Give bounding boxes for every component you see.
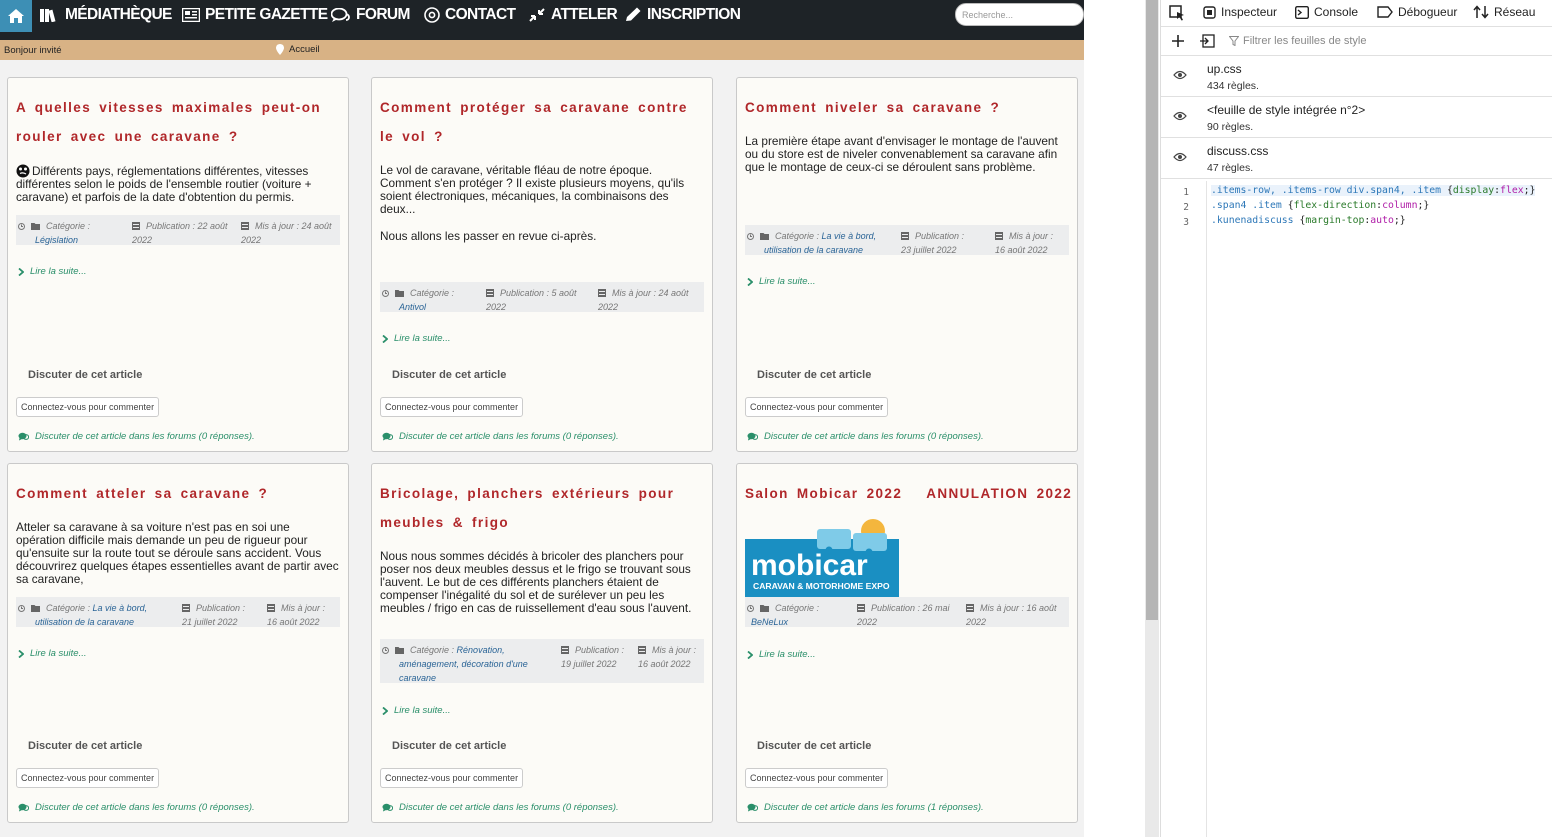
meta-label: Mis à jour : [652,645,697,655]
meta-value: 2022 [132,235,153,245]
eye-icon[interactable] [1173,70,1187,80]
stylesheet-item[interactable] [1161,56,1552,97]
line-number: 3 [1183,217,1189,228]
meta-value: 16 août 2022 [995,245,1048,255]
meta-updated [241,219,332,247]
folder-icon [31,223,40,230]
console-icon [1295,6,1309,19]
article-meta [380,282,704,312]
tab-label: Réseau [1494,5,1536,19]
map-pin-icon [276,44,284,55]
category-link[interactable]: utilisation de la caravane [764,245,864,255]
meta-published [901,229,964,257]
article-title[interactable]: Comment protéger sa caravane contre le vol ? [380,100,688,144]
folder-icon [760,605,769,612]
meta-value: 16 août 2022 [267,617,320,627]
meta-label: Catégorie : [410,288,455,298]
forum-link-label: Discuter de cet article dans les forums (0 réponses). [399,802,619,813]
forum-link-label: Discuter de cet article dans les forums (0 réponses). [399,431,619,442]
stylesheet-item[interactable] [1161,138,1552,179]
calendar-icon [638,646,646,654]
calendar-icon [598,289,606,297]
login-to-comment-button[interactable]: Connectez-vous pour commenter [380,397,523,417]
clock-icon [382,647,389,654]
read-more-link[interactable] [382,333,451,344]
calendar-icon [995,232,1003,240]
css-selector: .kunenadiscuss [1211,215,1300,226]
article-intro: Le vol de caravane, véritable fléau de notre époque. Comment s'en protéger ? Il existe plusieurs moyens, qu'ils soient électroniques, mécaniques, la combinaisons des deux... [380,163,685,216]
css-property: display [1452,185,1495,196]
tab-debogueur[interactable] [1377,5,1457,19]
meta-label: Publication : 26 mai [871,603,950,613]
meta-value: 2022 [486,302,507,312]
meta-published [857,601,950,629]
discuss-title: Discuter de cet article [757,369,872,381]
mobicar-logo-image[interactable] [745,517,899,597]
meta-category [747,229,876,257]
category-link[interactable]: La vie à bord, [821,231,877,241]
article-meta [745,225,1069,255]
breadcrumb[interactable] [276,44,320,55]
style-editor[interactable] [1161,181,1552,837]
calendar-icon [267,604,275,612]
forum-discuss-link[interactable] [382,431,619,442]
forum-link-label: Discuter de cet article dans les forums (0 réponses). [35,802,255,813]
css-value: column [1382,200,1418,211]
discuss-title: Discuter de cet article [392,369,507,381]
article-card [736,77,1078,452]
clock-icon [747,233,754,240]
css-brace: { [1287,200,1294,211]
meta-label: Publication : 22 août [146,221,228,231]
meta-label: Mis à jour : 24 août [255,221,332,231]
meta-category [18,219,90,247]
meta-label: Catégorie : [775,603,820,613]
meta-published [561,643,624,671]
tab-label: Débogueur [1398,5,1458,19]
line-number: 1 [1183,187,1189,198]
article-card [7,463,349,823]
chevron-right-icon [18,268,24,276]
css-value: flex [1500,185,1524,196]
greeting: Bonjour invité [4,45,62,56]
stylesheet-name: up.css [1207,62,1242,76]
forum-link-label: Discuter de cet article dans les forums (1 réponses). [764,802,984,813]
tab-console[interactable] [1295,5,1358,19]
login-to-comment-button[interactable]: Connectez-vous pour commenter [380,768,523,788]
meta-label: Mis à jour : [281,603,326,613]
discuss-title: Discuter de cet article [28,740,143,752]
article-card [371,77,713,452]
read-more-link[interactable] [382,705,451,716]
css-brace: { [1299,215,1306,226]
forum-link-label: Discuter de cet article dans les forums (0 réponses). [764,431,984,442]
article-intro [16,164,340,204]
stylesheet-rule-count: 47 règles. [1207,162,1254,174]
comments-icon [382,803,393,812]
forum-discuss-link[interactable] [747,431,984,442]
stylesheet-rule-count: 90 règles. [1207,121,1254,133]
chevron-right-icon [382,707,388,715]
tab-label: Inspecteur [1221,5,1278,19]
comments-icon [331,8,351,23]
code-line[interactable]: .kunenadiscuss {margin-top:auto;} [1211,215,1406,226]
clock-icon [747,605,754,612]
calendar-icon [486,289,494,297]
article-intro: La première étape avant d'envisager le montage de l'auvent ou du store est de niveler convenablement sa caravane afin que le montage de ceux-ci se déroulent sans problème. [745,134,1058,174]
calendar-icon [241,222,249,230]
tab-inspecteur[interactable] [1203,5,1277,19]
meta-value: 23 juillet 2022 [901,245,957,255]
css-selector: .items-row, .items-row div.span4, .item [1211,185,1447,196]
meta-label: Catégorie : [46,221,91,231]
clock-icon [18,223,25,230]
scrollbar-thumb[interactable] [1146,0,1158,620]
calendar-icon [182,604,190,612]
discuss-title: Discuter de cet article [28,369,143,381]
breadcrumb-label: Accueil [289,44,320,55]
nav-label: INSCRIPTION [647,6,741,23]
login-to-comment-button[interactable]: Connectez-vous pour commenter [745,768,888,788]
css-brace: ;} [1417,200,1430,211]
chevron-right-icon [747,651,753,659]
meta-value: 16 août 2022 [638,659,691,669]
article-intro: Atteler sa caravane à sa voiture n'est pas en soi une opération difficile mais demande un peu de rigueur pour qu'ensuite sur la route tout se déroule sans accident. Vous découvrirez quelques étapes essentielles avant de partir avec sa caravane, [16,520,339,586]
newspaper-icon [182,8,200,22]
meta-value: 2022 [241,235,262,245]
css-property: flex-direction [1293,200,1377,211]
chevron-right-icon [18,650,24,658]
category-link[interactable]: aménagement, décoration d'une [399,659,528,669]
meta-value: 2022 [966,617,987,627]
read-more-label: Lire la suite... [759,276,816,287]
network-arrows-icon [1473,5,1489,19]
login-to-comment-button[interactable]: Connectez-vous pour commenter [745,397,888,417]
meta-value: 21 juillet 2022 [182,617,238,627]
forum-discuss-link[interactable] [18,431,255,442]
chevron-right-icon [747,278,753,286]
meta-category [382,643,528,685]
line-number: 2 [1183,202,1189,213]
meta-label: Publication : [915,231,965,241]
nav-label: FORUM [356,6,410,23]
eye-icon[interactable] [1173,111,1187,121]
calendar-icon [857,604,865,612]
calendar-icon [561,646,569,654]
filter-icon [1229,36,1239,46]
clock-icon [18,605,25,612]
folder-icon [395,290,404,297]
at-sign-icon [424,7,440,23]
comments-icon [382,432,393,441]
stylesheet-name: discuss.css [1207,144,1269,158]
category-link[interactable]: Législation [35,235,79,245]
tab-reseau[interactable] [1473,5,1535,19]
article-meta [16,597,340,627]
read-more-link[interactable] [747,649,816,660]
tab-label: Console [1314,5,1359,19]
css-value: auto [1370,215,1394,226]
sub-bar [0,40,1084,60]
meta-label: Publication : 5 août [500,288,577,298]
meta-value: 2022 [857,617,878,627]
article-intro: Nous nous sommes décidés à bricoler des planchers pour poser nos deux meubles dessus et le frigo se trouvant sous l'auvent. Le but de ces différents planchers étaient de compenser l'inégalité du sol et de surélever un peu les meubles / frigo en cas de ruissellement d'eau sous l'auvent. [380,549,692,615]
search-input[interactable]: Recherche... [955,3,1084,26]
meta-category [18,601,147,629]
article-card [736,463,1078,823]
nav-forum[interactable] [331,0,410,30]
add-stylesheet-icon[interactable] [1171,34,1185,48]
read-more-label: Lire la suite... [30,266,87,277]
meta-updated [966,601,1057,629]
article-meta [745,597,1069,627]
comments-icon [18,432,29,441]
nav-atteler[interactable] [528,0,617,30]
meta-updated [638,643,696,671]
read-more-link[interactable] [747,276,816,287]
category-link[interactable]: BeNeLux [751,617,789,627]
css-selector: .span4 .item [1211,200,1288,211]
pencil-icon [624,7,642,23]
code-line[interactable]: .span4 .item {flex-direction:column;} [1211,200,1430,211]
element-picker-icon[interactable] [1169,5,1185,21]
category-link[interactable]: caravane [399,673,437,683]
stylesheet-toolbar [1161,28,1552,56]
discuss-title: Discuter de cet article [757,740,872,752]
meta-label: Mis à jour : [1009,231,1054,241]
logo-tagline: CARAVAN & MOTORHOME EXPO [753,581,890,591]
meta-updated [267,601,325,629]
stylesheet-filter-input[interactable] [1229,35,1367,47]
meta-label: Catégorie : [410,645,455,655]
forum-discuss-link[interactable] [382,802,619,813]
line-number-gutter [1161,181,1207,837]
calendar-icon [132,222,140,230]
code-line[interactable]: .items-row, .items-row div.span4, .item {display:flex;} [1211,185,1536,196]
home-button[interactable] [0,0,32,32]
article-title[interactable]: A quelles vitesses maximales peut-on rouler avec une caravane ? [16,100,321,144]
debugger-icon [1377,6,1393,18]
read-more-link[interactable] [18,266,87,277]
meta-published [486,286,577,314]
comments-icon [18,803,29,812]
chevron-right-icon [382,335,388,343]
read-more-label: Lire la suite... [759,649,816,660]
stylesheet-item[interactable] [1161,97,1552,138]
article-card [371,463,713,823]
meta-value: 2022 [598,302,619,312]
article-card [7,77,349,452]
article-title[interactable]: Salon Mobicar 2022 ANNULATION 2022 [745,486,1073,501]
discuss-title: Discuter de cet article [392,740,507,752]
meta-updated [598,286,689,314]
page-scrollbar[interactable] [1145,0,1159,837]
folder-icon [760,233,769,240]
clock-icon [382,290,389,297]
top-navigation [0,0,1084,40]
category-link[interactable]: La vie à bord, [92,603,148,613]
nav-petite-gazette[interactable] [182,0,328,30]
devtools-tabbar [1161,0,1552,27]
comments-icon [747,803,758,812]
nav-label: ATTELER [551,6,618,23]
nav-mediatheque[interactable] [40,0,172,30]
meta-label: Mis à jour : 16 août [980,603,1057,613]
login-to-comment-button[interactable]: Connectez-vous pour commenter [16,768,159,788]
article-intro-2: Nous allons les passer en revue ci-après. [380,229,597,243]
meta-updated [995,229,1053,257]
article-title[interactable]: Comment atteler sa caravane ? [16,486,269,501]
meta-label: Mis à jour : 24 août [612,288,689,298]
article-meta [380,639,704,683]
nav-label: PETITE GAZETTE [205,6,328,23]
compress-arrows-icon [528,7,546,23]
category-link[interactable]: Rénovation, [456,645,505,655]
meta-label: Catégorie : [775,231,820,241]
stylesheet-rule-count: 434 règles. [1207,80,1259,92]
meta-category [382,286,454,314]
nav-contact[interactable] [424,0,515,30]
forum-discuss-link[interactable] [747,802,984,813]
article-title[interactable]: Comment niveler sa caravane ? [745,100,1001,115]
read-more-link[interactable] [18,648,87,659]
forum-discuss-link[interactable] [18,802,255,813]
eye-icon[interactable] [1173,152,1187,162]
import-stylesheet-icon[interactable] [1199,34,1215,48]
meta-label: Publication : [196,603,246,613]
meta-label: Publication : [575,645,625,655]
meta-value: 19 juillet 2022 [561,659,617,669]
meta-published [182,601,245,629]
article-meta [16,215,340,245]
login-to-comment-button[interactable]: Connectez-vous pour commenter [16,397,159,417]
css-property: margin-top [1305,215,1365,226]
speedometer-emoji-icon [16,164,30,178]
read-more-label: Lire la suite... [394,333,451,344]
filter-placeholder: Filtrer les feuilles de style [1243,35,1367,47]
meta-published [132,219,228,247]
nav-label: CONTACT [445,6,516,23]
nav-label: MÉDIATHÈQUE [65,6,172,23]
calendar-icon [966,604,974,612]
logo-wordmark: mobicar [751,549,868,582]
css-brace: ;} [1523,185,1536,196]
css-brace: { [1446,185,1453,196]
css-brace: ;} [1393,215,1406,226]
intro-text: Différents pays, réglementations différentes, vitesses différentes selon le poids de l'ensemble routier (voiture + caravane) et parfois de la date d'obtention du permis. [16,164,312,204]
books-icon [40,8,60,22]
read-more-label: Lire la suite... [30,648,87,659]
stylesheet-name: <feuille de style intégrée n°2> [1207,103,1366,117]
nav-inscription[interactable] [624,0,740,30]
calendar-icon [901,232,909,240]
comments-icon [747,432,758,441]
article-title[interactable]: Bricolage, planchers extérieurs pour meubles & frigo [380,486,675,530]
devtools-panel [1160,0,1552,837]
meta-category [747,601,819,629]
category-link[interactable]: utilisation de la caravane [35,617,135,627]
home-icon [7,8,25,24]
folder-icon [31,605,40,612]
forum-link-label: Discuter de cet article dans les forums (0 réponses). [35,431,255,442]
folder-icon [395,647,404,654]
category-link[interactable]: Antivol [399,302,427,312]
meta-label: Catégorie : [46,603,91,613]
read-more-label: Lire la suite... [394,705,451,716]
inspector-icon [1203,6,1216,19]
